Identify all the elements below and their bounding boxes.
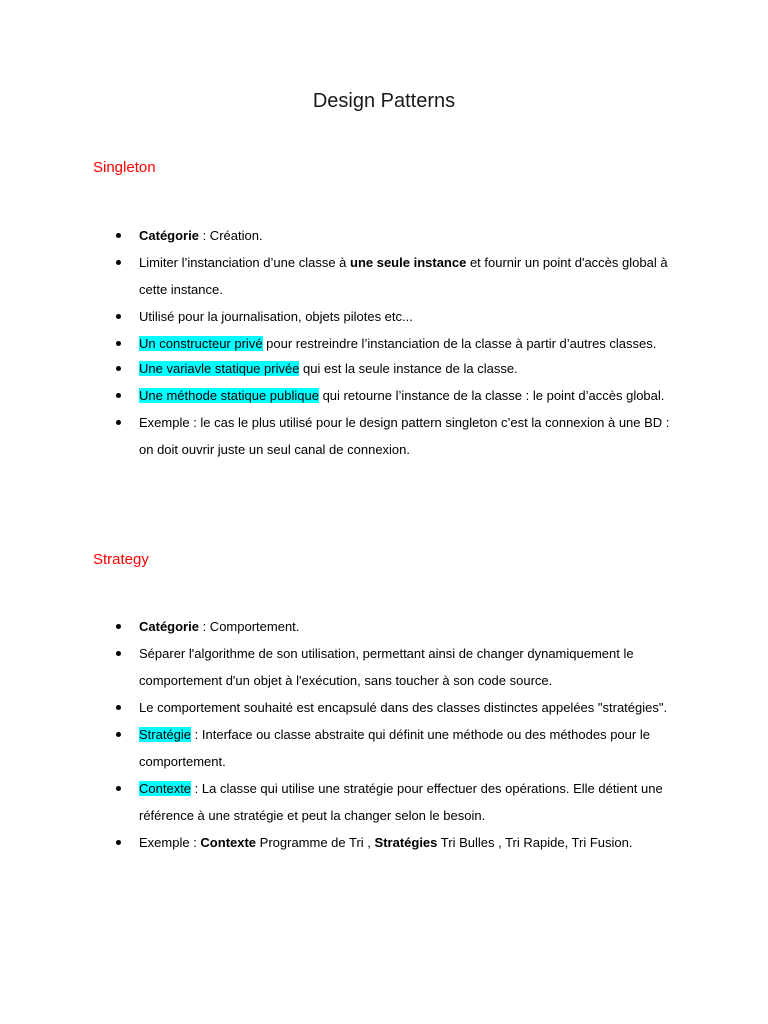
singleton-bullet-list bbox=[0, 222, 768, 463]
item-text: Programme de Tri , bbox=[256, 835, 375, 850]
document-title: Design Patterns bbox=[312, 90, 456, 112]
bullet-icon bbox=[116, 260, 121, 265]
list-item bbox=[0, 382, 768, 409]
highlighted-term: Un constructeur privé bbox=[139, 336, 263, 351]
list-item bbox=[0, 775, 768, 829]
bullet-icon bbox=[116, 732, 121, 737]
item-text: qui est la seule instance de la classe. bbox=[299, 361, 518, 376]
highlighted-term: Une méthode statique publique bbox=[139, 388, 319, 403]
item-text: pour restreindre l’instanciation de la classe à partir d’autres classes. bbox=[262, 336, 657, 351]
bullet-icon bbox=[116, 651, 121, 656]
item-text: Exemple : le cas le plus utilisé pour le design pattern singleton c’est la connexion à une BD : on doit ouvrir juste un seul canal de connexion. bbox=[139, 415, 670, 457]
item-text: Séparer l'algorithme de son utilisation, permettant ainsi de changer dynamiquement le comportement d'un objet à l'exécution, sans toucher à son code source. bbox=[139, 646, 634, 688]
bold-term: Stratégies bbox=[374, 835, 438, 850]
item-text: Le comportement souhaité est encapsulé dans des classes distinctes appelées "stratégies". bbox=[139, 700, 668, 715]
bold-term: Catégorie bbox=[139, 619, 199, 634]
item-text: : Comportement. bbox=[198, 619, 300, 634]
list-item bbox=[0, 640, 768, 694]
bold-term: une seule instance bbox=[350, 255, 467, 270]
bullet-icon bbox=[116, 840, 121, 845]
highlighted-term: Une variavle statique privée bbox=[139, 361, 300, 376]
item-text: qui retourne l’instance de la classe : le point d’accès global. bbox=[318, 388, 665, 403]
section-heading-singleton: Singleton bbox=[93, 159, 156, 176]
bullet-icon bbox=[116, 705, 121, 710]
bullet-icon bbox=[116, 624, 121, 629]
bullet-icon bbox=[116, 233, 121, 238]
bold-term: Catégorie bbox=[139, 228, 199, 243]
item-text: Limiter l’instanciation d’une classe à bbox=[139, 255, 350, 270]
list-item bbox=[0, 355, 768, 382]
list-item bbox=[0, 222, 768, 249]
bullet-icon bbox=[116, 786, 121, 791]
list-item bbox=[0, 613, 768, 640]
item-text: : Création. bbox=[198, 228, 263, 243]
bullet-icon bbox=[116, 393, 121, 398]
item-text: : Interface ou classe abstraite qui définit une méthode ou des méthodes pour le comportement. bbox=[139, 727, 650, 769]
bullet-icon bbox=[116, 366, 121, 371]
bullet-icon bbox=[116, 341, 121, 346]
item-text: Tri Bulles , Tri Rapide, Tri Fusion. bbox=[437, 835, 633, 850]
list-item bbox=[0, 409, 768, 463]
section-heading-strategy: Strategy bbox=[93, 551, 149, 568]
list-item bbox=[0, 829, 768, 856]
strategy-bullet-list bbox=[0, 613, 768, 856]
list-item bbox=[0, 721, 768, 775]
item-text: et fournir un point d'accès global à cette instance. bbox=[139, 255, 668, 297]
list-item bbox=[0, 330, 768, 355]
highlighted-term: Contexte bbox=[139, 781, 192, 796]
bullet-icon bbox=[116, 314, 121, 319]
list-item bbox=[0, 694, 768, 721]
bold-term: Contexte bbox=[200, 835, 257, 850]
item-text: Exemple : bbox=[139, 835, 201, 850]
item-text: : La classe qui utilise une stratégie pour effectuer des opérations. Elle détient une référence à une stratégie et peut la changer selon le besoin. bbox=[139, 781, 663, 823]
item-text: Utilisé pour la journalisation, objets pilotes etc... bbox=[139, 309, 413, 324]
list-item bbox=[0, 303, 768, 330]
highlighted-term: Stratégie bbox=[139, 727, 192, 742]
list-item bbox=[0, 249, 768, 303]
bullet-icon bbox=[116, 420, 121, 425]
